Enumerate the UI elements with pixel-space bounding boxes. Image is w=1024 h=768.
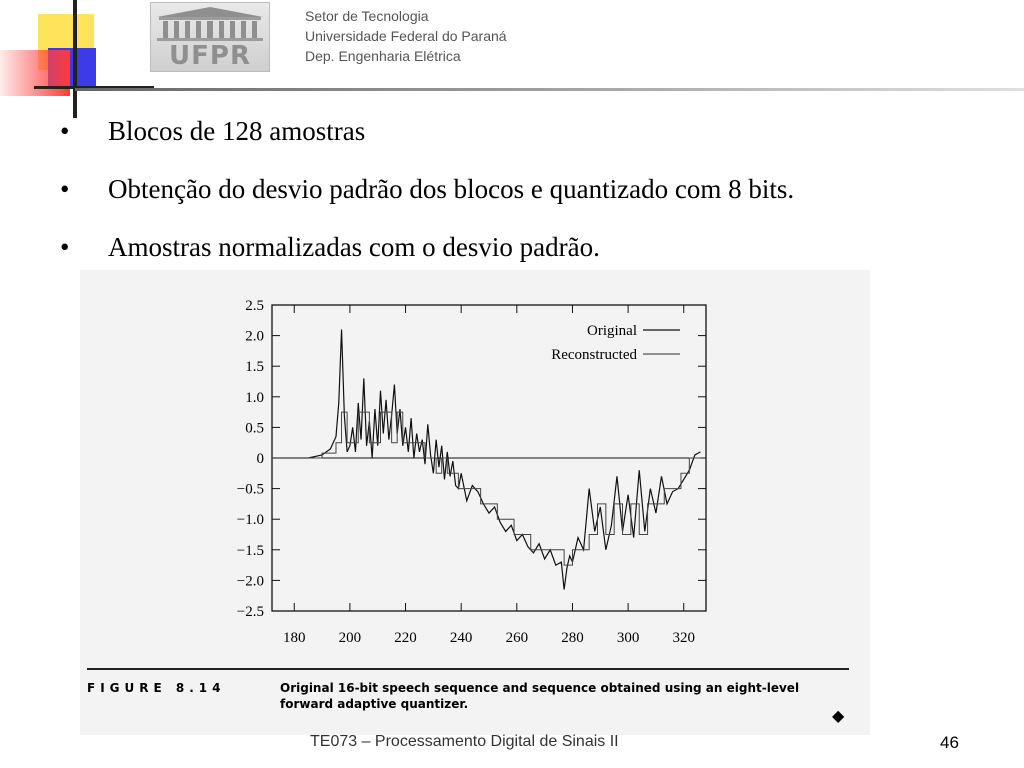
institution-line: Setor de Tecnologia [305, 8, 429, 24]
x-tick-label: 320 [672, 630, 695, 646]
figure-label: FIGURE 8.14 [87, 681, 226, 695]
bullet-glyph: • [60, 116, 70, 146]
x-tick-label: 260 [505, 630, 529, 646]
y-tick-label: 0 [256, 451, 264, 467]
y-tick-label: 2.5 [245, 298, 264, 314]
y-tick-label: −2.0 [236, 573, 264, 590]
logo-text: UFPR [169, 41, 251, 71]
legend-label: Reconstructed [551, 347, 637, 363]
x-tick-label: 220 [394, 630, 417, 646]
y-tick-label: −0.5 [236, 481, 264, 498]
x-tick-label: 200 [338, 630, 362, 646]
bullet-text: Blocos de 128 amostras [108, 116, 366, 146]
x-tick-label: 180 [283, 630, 306, 646]
y-tick-label: 1.0 [245, 389, 264, 406]
institution-line: Dep. Engenharia Elétrica [305, 48, 461, 64]
y-tick-label: 0.5 [245, 420, 264, 437]
page-number: 46 [940, 733, 959, 752]
x-tick-label: 280 [561, 630, 584, 646]
x-tick-label: 300 [616, 630, 640, 646]
legend-label: Original [587, 323, 637, 339]
institution-line: Universidade Federal do Paraná [305, 28, 507, 44]
series-line-original [272, 329, 700, 589]
bullet-glyph: • [60, 232, 70, 262]
figure-caption-text: Original 16-bit speech sequence and sequence obtained using an eight-level forward adaptive quantizer. [280, 681, 800, 711]
figure-rule [87, 668, 849, 670]
y-tick-label: −1.0 [236, 512, 264, 529]
y-tick-label: −1.5 [236, 542, 264, 559]
diamond-icon: ◆ [832, 708, 845, 725]
bullet-text: Obtenção do desvio padrão dos blocos e quantizado com 8 bits. [108, 174, 795, 204]
y-tick-label: 2.0 [245, 328, 264, 345]
bullet-text: Amostras normalizadas com o desvio padrão. [108, 232, 600, 262]
x-tick-label: 240 [449, 630, 473, 646]
bullet-glyph: • [60, 174, 70, 204]
footer-course-title: TE073 – Processamento Digital de Sinais II [310, 733, 619, 750]
y-tick-label: 1.5 [245, 359, 264, 376]
y-tick-label: −2.5 [236, 604, 264, 620]
